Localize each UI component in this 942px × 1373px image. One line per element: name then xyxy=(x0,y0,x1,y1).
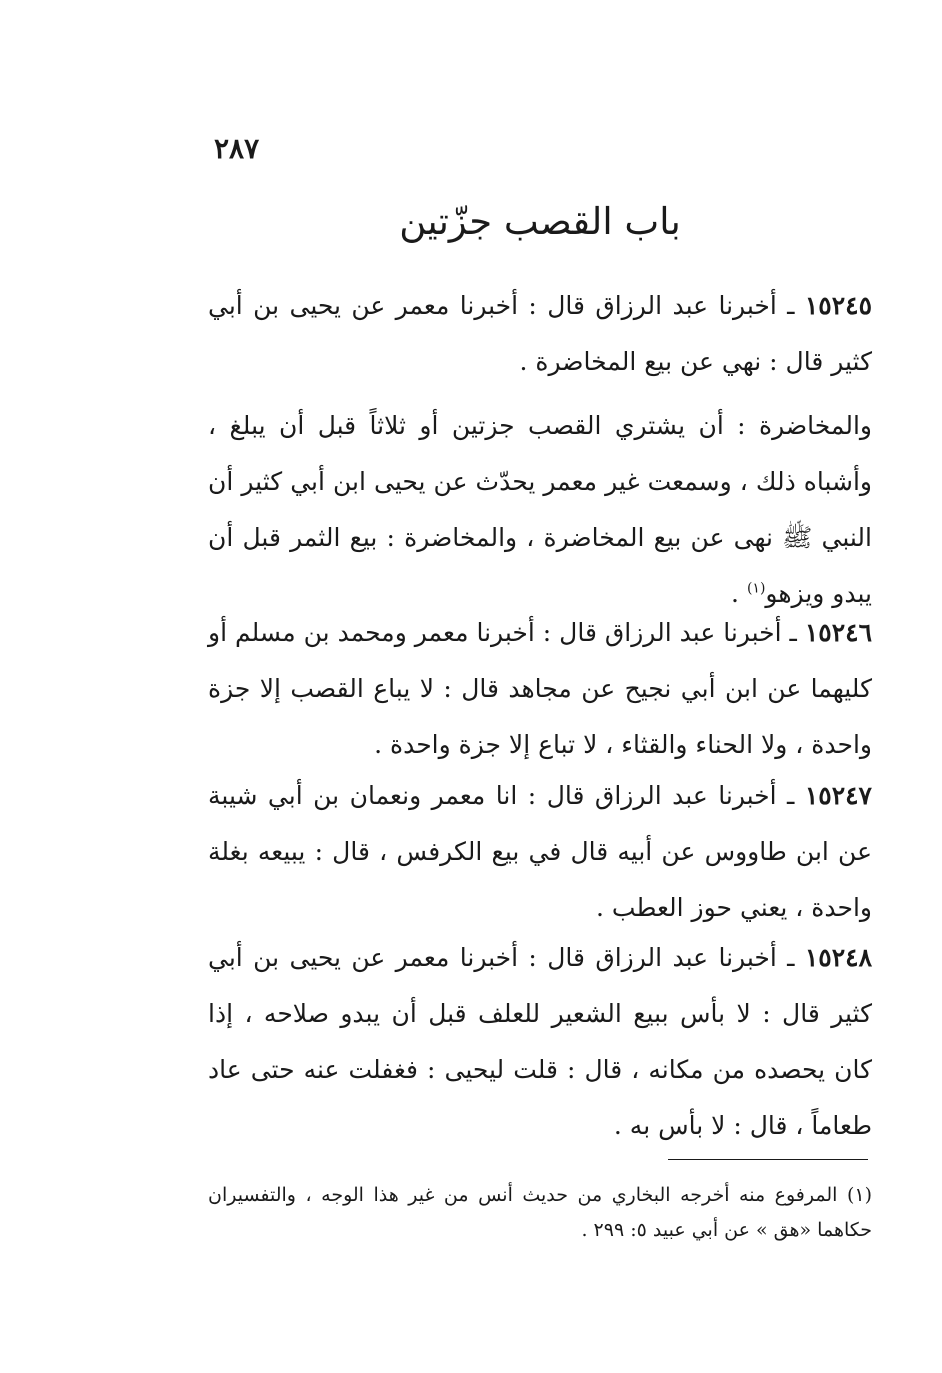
chapter-title: باب القصب جزّتين xyxy=(399,200,681,243)
hadith-15248 xyxy=(208,930,872,1154)
hadith-text: ـ أخبرنا عبد الرزاق قال : انا معمر ونعمان بن أبي شيبة عن ابن طاووس عن أبيه قال في بيع الكرفس ، قال : يبيعه بغلة واحدة ، يعني حوز العطب . xyxy=(208,781,872,922)
hadith-15247 xyxy=(208,768,872,936)
hadith-text: ـ أخبرنا عبد الرزاق قال : أخبرنا معمر عن يحيى بن أبي كثير قال : نهي عن بيع المخاضرة . xyxy=(208,291,872,376)
footnote-reference: (١) xyxy=(746,580,766,597)
commentary-tail: . xyxy=(731,579,747,608)
commentary-text: والمخاضرة : أن يشتري القصب جزتين أو ثلاثاً قبل أن يبلغ ، وأشباه ذلك ، وسمعت غير معمر يحدّث عن يحيى ابن أبي كثير أن النبي ﷺ نهى عن بيع المخاضرة ، والمخاضرة : بيع الثمر قبل أن يبدو ويزهو xyxy=(208,411,872,608)
hadith-number: ١٥٢٤٧ xyxy=(804,781,872,810)
hadith-text: ـ أخبرنا عبد الرزاق قال : أخبرنا معمر ومحمد بن مسلم أو كليهما عن ابن أبي نجيح عن مجاهد قال : لا يباع القصب إلا جزة واحدة ، ولا الحناء والقثاء ، لا تباع إلا جزة واحدة . xyxy=(208,618,872,759)
commentary-paragraph xyxy=(208,398,872,622)
hadith-number: ١٥٢٤٨ xyxy=(804,943,873,972)
footnote: (١) المرفوع منه أخرجه البخاري من حديث أنس من غير هذا الوجه ، والتفسيران حكاهما «هق » عن أبي عبيد ٥: ٢٩٩ . xyxy=(208,1184,872,1241)
hadith-number: ١٥٢٤٦ xyxy=(804,618,872,647)
hadith-15246 xyxy=(208,605,872,773)
hadith-15245 xyxy=(208,278,872,390)
footnote-divider xyxy=(668,1159,868,1160)
hadith-number: ١٥٢٤٥ xyxy=(804,291,873,320)
page-number: ٢٨٧ xyxy=(214,132,260,165)
hadith-text: ـ أخبرنا عبد الرزاق قال : أخبرنا معمر عن يحيى بن أبي كثير قال : لا بأس ببيع الشعير للعلف قبل أن يبدو صلاحه ، إذا كان يحصده من مكانه ، قال : قلت ليحيى : فغفلت عنه حتى عاد طعاماً ، قال : لا بأس به . xyxy=(208,943,872,1140)
